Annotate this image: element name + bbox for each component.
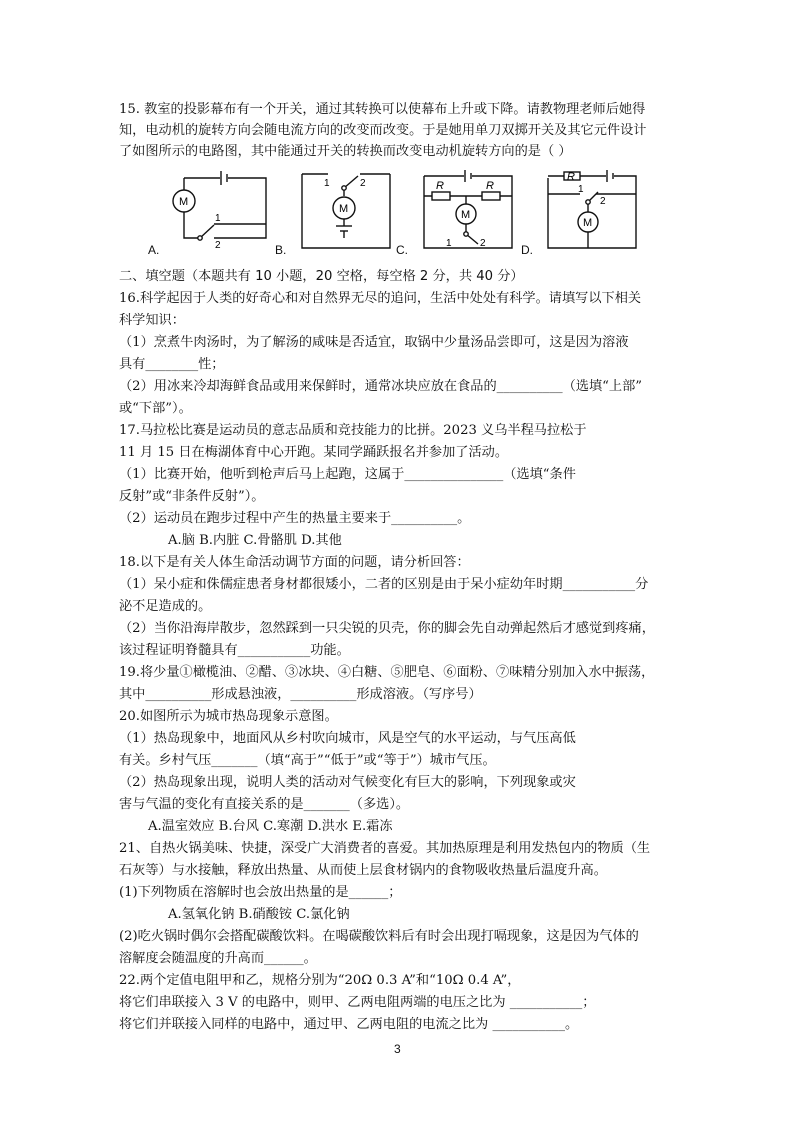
q20-line4: （2）热岛现象出现，说明人类的活动对气候变化有巨大的影响，下列现象或灾 [119, 775, 576, 790]
q21-line1: 21、自热火锅美味、快捷，深受广大消费者的喜爱。其加热原理是利用发热包内的物质（生 [119, 841, 651, 856]
q17-line1: 17.马拉松比赛是运动员的意志品质和竞技能力的比拼。2023 义乌半程马拉松于 [119, 423, 587, 438]
q20-line2: （1）热岛现象中，地面风从乡村吹向城市，风是空气的水平运动，与气压高低 [119, 731, 576, 746]
q21-line2: 石灰等）与水接触，释放出热量、从而使上层食材锅内的食物吸收热量后温度升高。 [119, 863, 607, 878]
svg-text:R: R [486, 180, 494, 192]
option-a-label: A. [148, 243, 160, 257]
svg-text:2: 2 [600, 196, 606, 207]
svg-text:1: 1 [446, 238, 452, 249]
q15-line3: 了如图所示的电路图，其中能通过开关的转换而改变电动机旋转方向的是（ ） [119, 144, 572, 159]
q16-line2: 科学知识： [119, 313, 185, 328]
q22-line1: 22.两个定值电阻甲和乙，规格分别为“20Ω 0.3 A”和“10Ω 0.4 A”， [119, 973, 521, 988]
q17-line2: 11 月 15 日在梅湖体育中心开跑。某同学踊跃报名并参加了活动。 [119, 445, 509, 460]
q21-line3: (1)下列物质在溶解时也会放出热量的是______； [119, 885, 402, 900]
q16-line6: 或“下部”）。 [119, 401, 192, 416]
svg-text:R: R [436, 180, 444, 192]
q19-line1: 19.将少量①橄榄油、②醋、③冰块、④白糖、⑤肥皂、⑥面粉、⑦味精分别加入水中振荡， [119, 665, 655, 680]
q15-line2: 知，电动机的旋转方向会随电流方向的改变而改变。于是她用单刀双掷开关及其它元件设计 [119, 123, 647, 138]
q19-line2: 其中__________形成悬浊液，__________形成溶液。（写序号） [119, 687, 482, 702]
option-c-label: C. [396, 243, 408, 257]
svg-text:1: 1 [215, 213, 221, 224]
svg-text:2: 2 [360, 178, 366, 189]
q18-line5: 该过程证明脊髓具有___________功能。 [119, 643, 350, 658]
q16-line3: （1）烹煮牛肉汤时，为了解汤的咸味是否适宜，取锅中少量汤品尝即可，这是因为溶液 [119, 335, 629, 350]
q18-line2: （1）呆小症和侏儒症患者身材都很矮小，二者的区别是由于呆小症幼年时期___________分 [119, 577, 649, 592]
svg-text:1: 1 [578, 184, 584, 195]
q16-line1: 16.科学起因于人类的好奇心和对自然界无尽的追问，生活中处处有科学。请填写以下相关 [119, 291, 642, 306]
svg-text:2: 2 [480, 238, 486, 249]
q18-line1: 18.以下是有关人体生命活动调节方面的问题，请分析回答： [119, 555, 470, 570]
q17-options: A.脑 B.内脏 C.骨骼肌 D.其他 [168, 533, 342, 548]
q20-line5: 害与气温的变化有直接关系的是_______（多选）。 [119, 797, 410, 812]
q16-line4: 具有________性； [119, 357, 225, 372]
q17-line5: （2）运动员在跑步过程中产生的热量主要来于__________。 [119, 511, 471, 526]
q21-options: A.氢氧化钠 B.硝酸铵 C.氯化钠 [168, 907, 350, 922]
q21-line5: (2)吃火锅时偶尔会搭配碳酸饮料。在喝碳酸饮料后有时会出现打嗝现象，这是因为气体的 [119, 929, 639, 944]
svg-text:M: M [461, 209, 471, 221]
q17-line3: （1）比赛开始，他听到枪声后马上起跑，这属于_______________（选填“条件 [119, 467, 576, 482]
svg-text:1: 1 [324, 178, 330, 189]
section-2-heading: 二、填空题（本题共有 10 小题，20 空格，每空格 2 分，共 40 分） [119, 269, 524, 284]
circuit-diagram-a [148, 168, 274, 254]
q15-line1: 15. 教室的投影幕布有一个开关，通过其转换可以使幕布上升或下降。请教物理老师后她得 [119, 102, 646, 117]
circuit-diagram-b [298, 168, 398, 254]
q17-line4: 反射”或“非条件反射”）。 [119, 489, 265, 504]
circuit-diagram-c [420, 168, 520, 254]
svg-text:M: M [339, 203, 349, 215]
svg-text:M: M [583, 217, 593, 229]
motor-label: M [179, 196, 189, 208]
q16-line5: （2）用冰来冷却海鲜食品或用来保鲜时，通常冰块应放在食品的__________（选填“上部” [119, 379, 642, 394]
q18-line4: （2）当你沿海岸散步，忽然踩到一只尖锐的贝壳，你的脚会先自动弹起然后才感觉到疼痛， [119, 621, 655, 636]
q21-line6: 溶解度会随温度的升高而______。 [119, 951, 317, 966]
q22-line2: 将它们串联接入 3 V 的电路中，则甲、乙两电阻两端的电压之比为 ___________； [119, 995, 596, 1010]
svg-text:R: R [567, 171, 575, 183]
page-number: 3 [394, 1042, 401, 1056]
option-d-label: D. [521, 243, 533, 257]
q20-line1: 20.如图所示为城市热岛现象示意图。 [119, 709, 338, 724]
q18-line3: 泌不足造成的。 [119, 599, 212, 614]
q20-line3: 有关。乡村气压_______（填“高于”“低于”或“等于”）城市气压。 [119, 753, 496, 768]
circuit-diagram-d [544, 168, 644, 254]
q20-options: A.温室效应 B.台风 C.寒潮 D.洪水 E.霜冻 [148, 819, 393, 834]
option-b-label: B. [275, 243, 287, 257]
svg-text:2: 2 [215, 240, 221, 251]
q22-line3: 将它们并联接入同样的电路中，通过甲、乙两电阻的电流之比为 ___________。 [119, 1017, 579, 1032]
